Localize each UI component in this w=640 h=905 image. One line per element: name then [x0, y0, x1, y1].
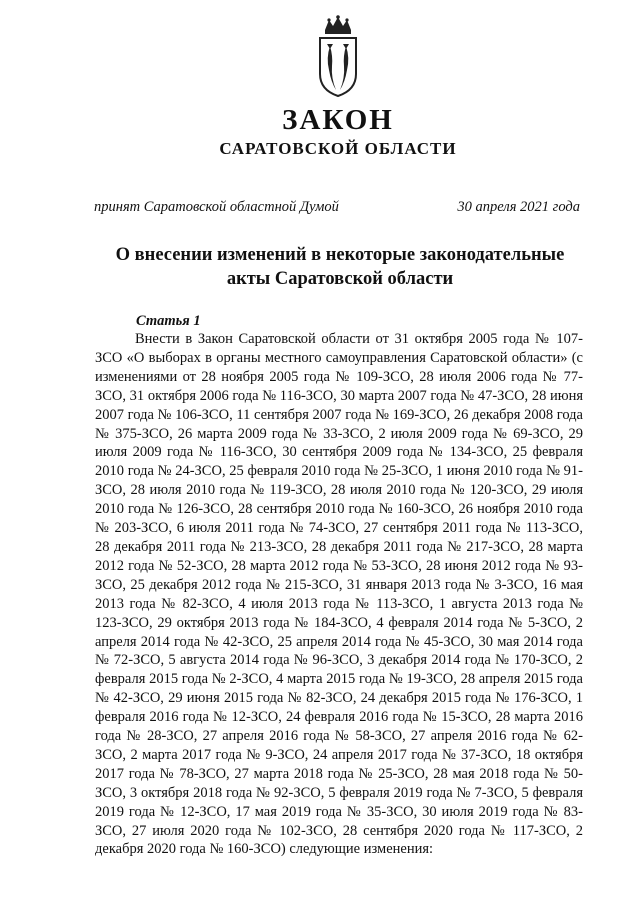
document-subtitle: САРАТОВСКОЙ ОБЛАСТИ	[219, 139, 457, 158]
article-title: Статья 1	[136, 313, 201, 329]
article-body: Внести в Закон Саратовской области от 31 октября 2005 года № 107-ЗСО «О выборах в органы местного самоуправления Саратовской области» (с изменениями от 28 ноября 2005 года № 109-ЗСО, 28 июля 2006 года № 77-ЗСО, 31 октября 2006 года № 116-ЗСО, 30 марта 2007 года № 47-ЗСО, 28 июня 2007 года № 106-ЗСО, 11 сентября 2007 года № 169-ЗСО, 26 декабря 2008 года № 375-ЗСО, 26 марта 2009 года № 33-ЗСО, 2 июля 2009 года № 69-ЗСО, 29 июля 2009 года № 116-ЗСО, 30 сентября 2009 года № 134-ЗСО, 25 февраля 2010 года № 24-ЗСО, 25 февраля 2010 года № 25-ЗСО, 1 июня 2010 года № 91-ЗСО, 28 июля 2010 года № 119-ЗСО, 28 июля 2010 года № 120-ЗСО, 29 июля 2010 года № 126-ЗСО, 28 сентября 2010 года № 160-ЗСО, 26 ноября 2010 года № 203-ЗСО, 6 июля 2011 года № 74-ЗСО, 27 сентября 2011 года № 113-ЗСО, 28 декабря 2011 года № 213-ЗСО, 28 декабря 2011 года № 217-ЗСО, 28 марта 2012 года № 52-ЗСО, 28 марта 2012 года № 53-ЗСО, 28 июня 2012 года № 93-ЗСО, 25 декабря 2012 года № 215-ЗСО, 31 января 2013 года № 3-ЗСО, 16 мая 2013 года № 82-ЗСО, 4 июля 2013 года № 113-ЗСО, 1 августа 2013 года № 123-ЗСО, 29 октября 2013 года № 184-ЗСО, 4 февраля 2014 года № 5-ЗСО, 2 апреля 2014 года № 42-ЗСО, 25 апреля 2014 года № 45-ЗСО, 30 мая 2014 года № 72-ЗСО, 5 августа 2014 года № 96-ЗСО, 3 декабря 2014 года № 170-ЗСО, 2 февраля 2015 года № 2-ЗСО, 4 марта 2015 года № 19-ЗСО, 28 апреля 2015 года № 42-ЗСО, 29 июня 2015 года № 82-ЗСО, 24 декабря 2015 года № 176-ЗСО, 1 февраля 2016 года № 12-ЗСО, 24 февраля 2016 года № 15-ЗСО, 28 марта 2016 года № 28-ЗСО, 27 апреля 2016 года № 58-ЗСО, 27 апреля 2016 года № 62-ЗСО, 2 марта 2017 года № 9-ЗСО, 24 апреля 2017 года № 37-ЗСО, 18 октября 2017 года № 78-ЗСО, 27 марта 2018 года № 25-ЗСО, 28 мая 2018 года № 50-ЗСО, 3 октября 2018 года № 92-ЗСО, 5 февраля 2019 года № 7-ЗСО, 5 февраля 2019 года № 12-ЗСО, 17 мая 2019 года № 35-ЗСО, 30 июля 2019 года № 83-ЗСО, 27 июля 2020 года № 102-ЗСО, 28 сентября 2020 года № 117-ЗСО, 2 декабря 2020 года № 160-ЗСО) следующие изменения:	[95, 331, 583, 858]
law-title: О внесении изменений в некоторые законодательные акты Саратовской области	[115, 245, 565, 289]
adoption-date: 30 апреля 2021 года	[457, 199, 580, 215]
saratov-coat-of-arms-icon	[315, 14, 361, 98]
document-title: ЗАКОН	[282, 104, 394, 136]
adopted-by-line: принят Саратовской областной Думой	[94, 199, 339, 215]
